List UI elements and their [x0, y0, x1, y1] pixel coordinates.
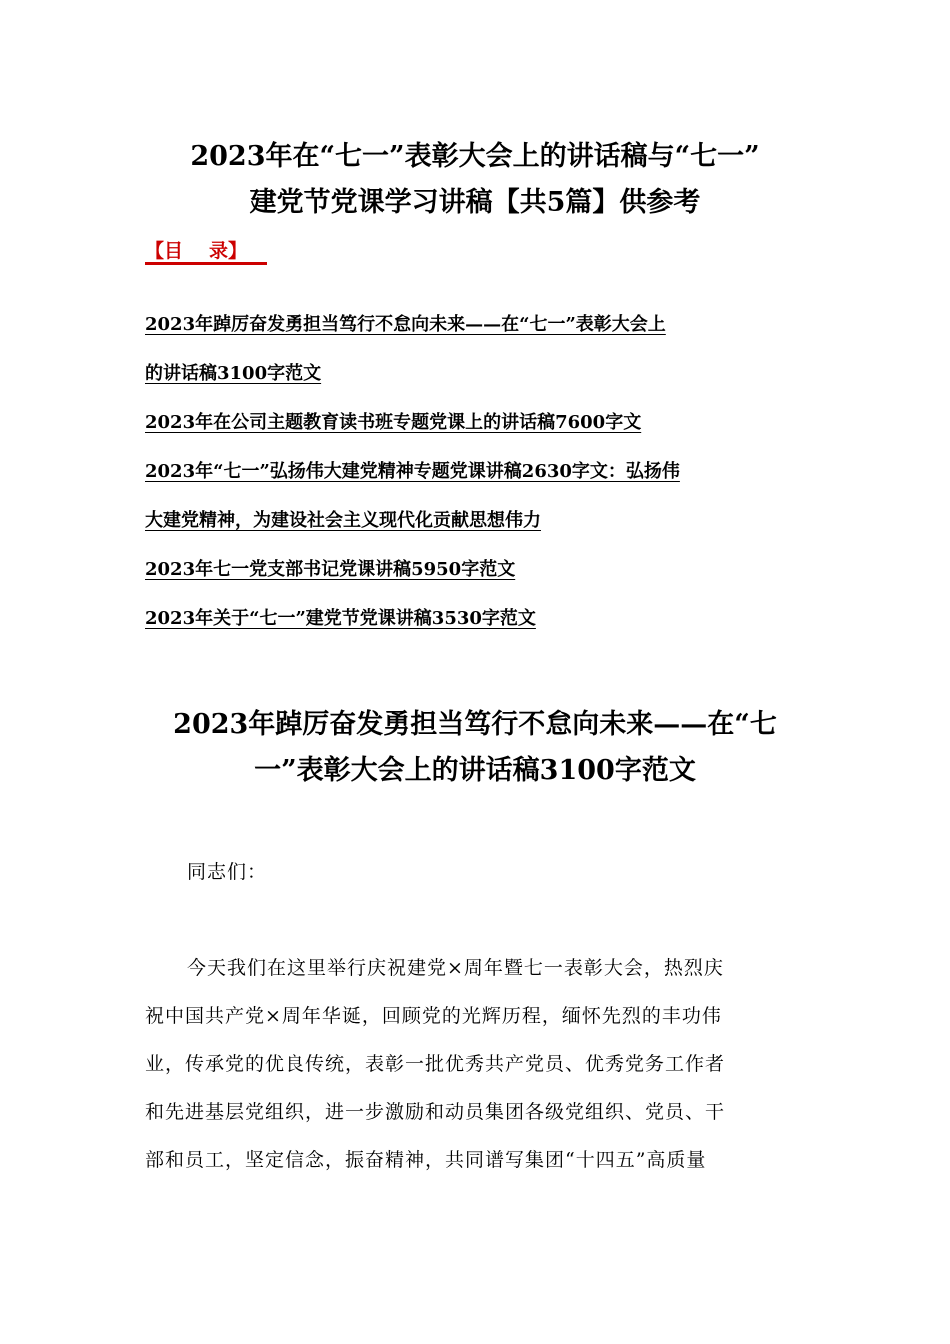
document-title-line-1: 2023年在“七一”表彰大会上的讲话稿与“七一”: [190, 141, 760, 172]
toc-heading: [145, 236, 247, 263]
toc-link-5-line-1[interactable]: 2023年关于“七一”建党节党课讲稿3530字范文: [145, 608, 536, 629]
toc-link-4[interactable]: [145, 553, 810, 587]
toc-link-1[interactable]: [145, 308, 810, 391]
toc-link-1-line-1[interactable]: 2023年踔厉奋发勇担当笃行不怠向未来——在“七一”表彰大会上: [145, 314, 666, 335]
document-title-line-2: 建党节党课学习讲稿【共5篇】供参考: [249, 187, 701, 218]
toc-link-5[interactable]: [145, 602, 810, 636]
paragraph-line: 祝中国共产党×周年华诞，回顾党的光辉历程，缅怀先烈的丰功伟: [145, 1005, 722, 1027]
paragraph-line: 今天我们在这里举行庆祝建党×周年暨七一表彰大会，热烈庆: [187, 957, 724, 979]
toc-heading-underline: [145, 262, 267, 265]
toc-link-2-line-1[interactable]: 2023年在公司主题教育读书班专题党课上的讲话稿7600字文: [145, 412, 642, 433]
document-title: [120, 134, 830, 226]
toc-heading-close: 录】: [209, 240, 248, 262]
toc-link-3-line-1[interactable]: 2023年“七一”弘扬伟大建党精神专题党课讲稿2630字文：弘扬伟: [145, 461, 680, 482]
toc-link-3[interactable]: [145, 455, 810, 538]
toc-link-1-line-2[interactable]: 的讲话稿3100字范文: [145, 363, 322, 384]
body-paragraph: [145, 944, 810, 1184]
table-of-contents: [145, 308, 810, 651]
section-title-line-2: 一”表彰大会上的讲话稿3100字范文: [254, 755, 696, 786]
section-title-line-1: 2023年踔厉奋发勇担当笃行不怠向未来——在“七: [173, 709, 777, 740]
section-title: [120, 702, 830, 794]
salutation: 同志们：: [187, 861, 268, 883]
toc-heading-open: 【目: [145, 240, 184, 262]
paragraph-line: 业，传承党的优良传统，表彰一批优秀共产党员、优秀党务工作者: [145, 1053, 726, 1075]
toc-link-4-line-1[interactable]: 2023年七一党支部书记党课讲稿5950字范文: [145, 559, 516, 580]
paragraph-line: 部和员工，坚定信念，振奋精神，共同谱写集团“十四五”高质量: [145, 1149, 707, 1171]
toc-link-2[interactable]: [145, 406, 810, 440]
paragraph-line: 和先进基层党组织，进一步激励和动员集团各级党组织、党员、干: [145, 1101, 726, 1123]
toc-link-3-line-2[interactable]: 大建党精神，为建设社会主义现代化贡献思想伟力: [145, 510, 541, 531]
